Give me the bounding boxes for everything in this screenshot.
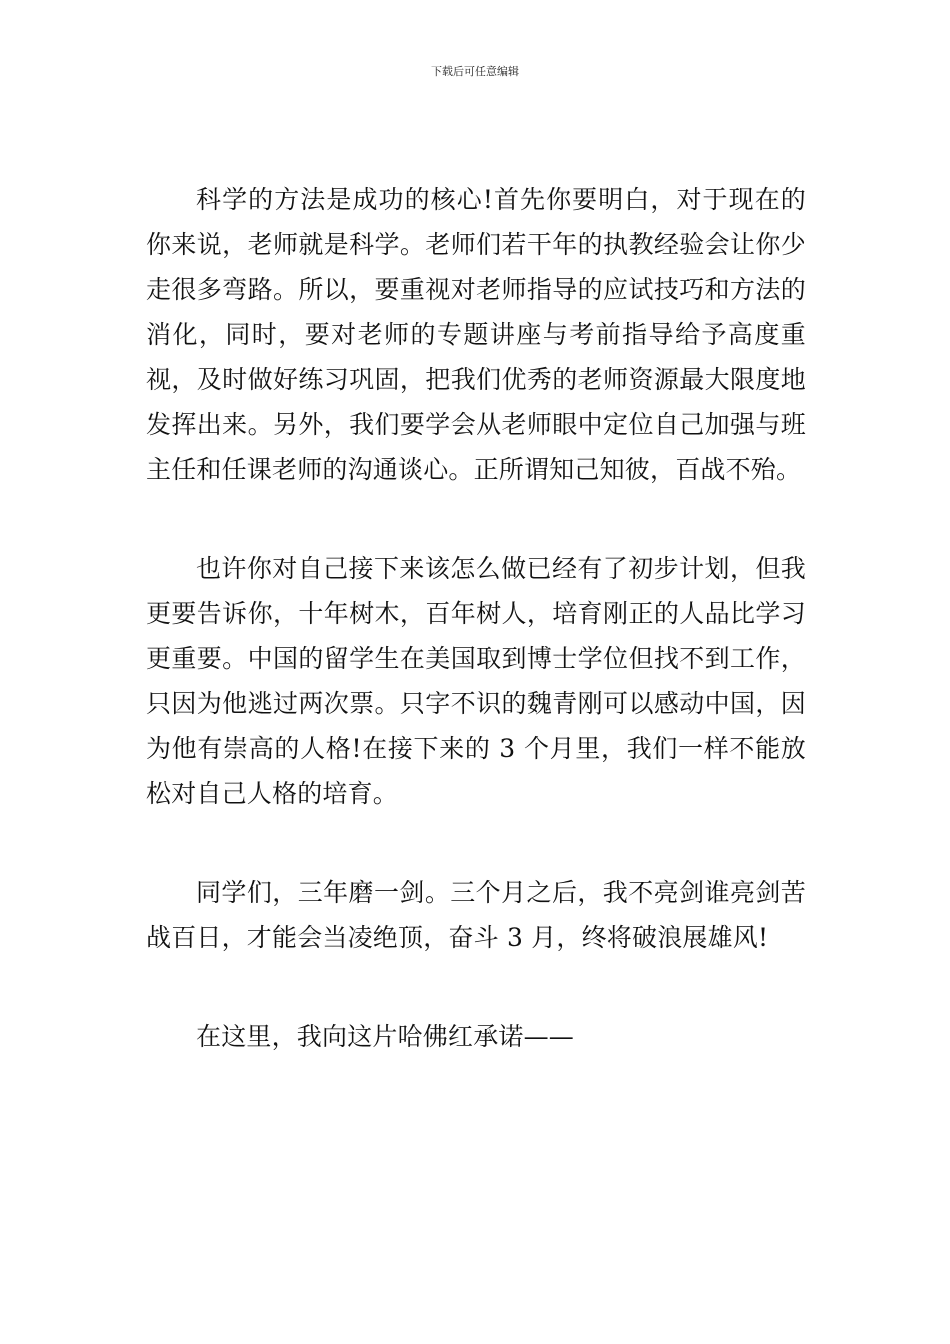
page-header: 下载后可任意编辑 [431,65,519,78]
document-body [146,177,806,1059]
paragraph-4: 在这里，我向这片哈佛红承诺—— [196,1022,575,1051]
paragraph-3: 同学们，三年磨一剑。三个月之后，我不亮剑谁亮剑苦战百日，才能会当凌绝顶，奋斗 3 月，终将破浪展雄风! [146,878,806,952]
paragraph-1: 科学的方法是成功的核心!首先你要明白，对于现在的你来说，老师就是科学。老师们若干年的执教经验会让你少走很多弯路。所以，要重视对老师指导的应试技巧和方法的消化，同时，要对老师的专题讲座与考前指导给予高度重视，及时做好练习巩固，把我们优秀的老师资源最大限度地发挥出来。另外，我们要学会从老师眼中定位自己加强与班主任和任课老师的沟通谈心。正所谓知己知彼，百战不殆。 [146,185,806,484]
paragraph-2: 也许你对自己接下来该怎么做已经有了初步计划，但我更要告诉你，十年树木，百年树人，培育刚正的人品比学习更重要。中国的留学生在美国取到博士学位但找不到工作，只因为他逃过两次票。只字不识的魏青刚可以感动中国，因为他有崇高的人格!在接下来的 3 个月里，我们一样不能放松对自己人格的培育。 [146,554,806,808]
